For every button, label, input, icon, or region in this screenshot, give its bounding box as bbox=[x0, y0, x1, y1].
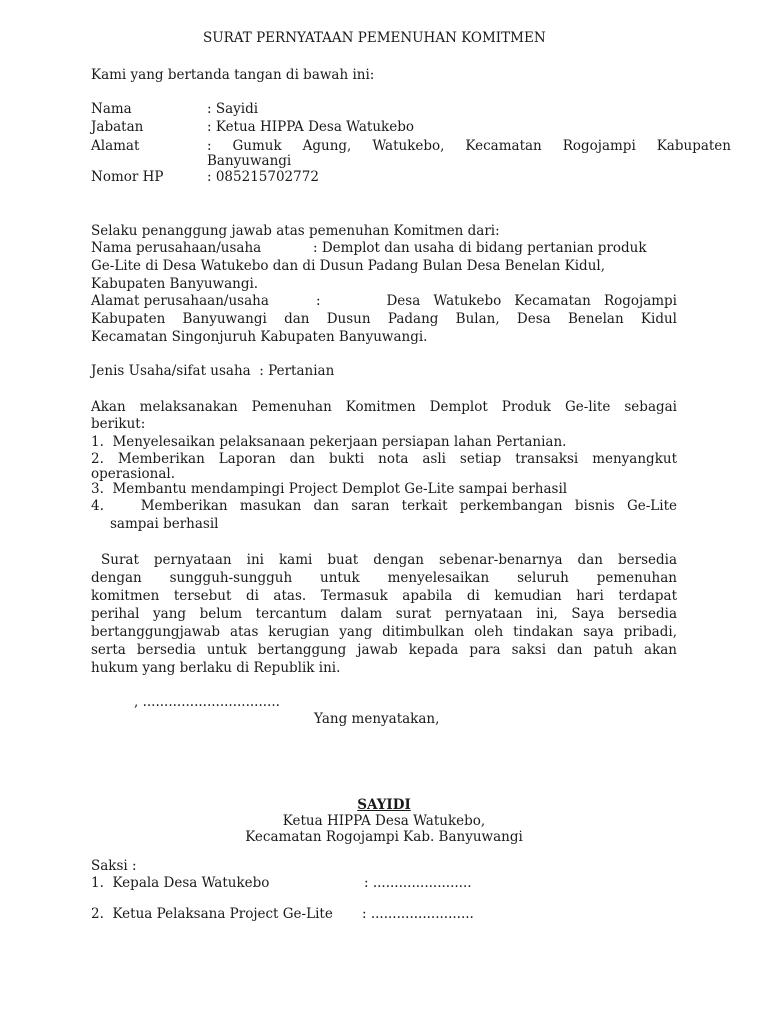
commitment-item-4-line1: 4. Memberikan masukan dan saran terkait perkembangan bisnis Ge-Lite bbox=[91, 498, 677, 514]
witness-1-label: 1. Kepala Desa Watukebo bbox=[91, 875, 270, 891]
witness-2-signature-line: : ........................ bbox=[362, 906, 474, 922]
company-address-label: Alamat perusahaan/usaha bbox=[91, 293, 269, 309]
closing-line4: perihal yang belum tercantum dalam surat pernyataan ini, Saya bersedia bbox=[91, 606, 677, 622]
closing-line2: dengan sungguh-sungguh untuk menyelesaikan seluruh pemenuhan bbox=[91, 570, 677, 586]
commitment-item-1: 1. Menyelesaikan pelaksanaan pekerjaan persiapan lahan Pertanian. bbox=[91, 434, 567, 450]
phone-label: Nomor HP bbox=[91, 169, 164, 185]
address-value-line2: Banyuwangi bbox=[207, 153, 292, 169]
place-date: , ................................ bbox=[134, 694, 280, 710]
business-type: Jenis Usaha/sifat usaha : Pertanian bbox=[91, 363, 335, 379]
witness-1-signature-line: : ....................... bbox=[364, 875, 472, 891]
commitment-item-3: 3. Membantu mendampingi Project Demplot Ge-Lite sampai berhasil bbox=[91, 481, 568, 497]
signature-statement: Yang menyatakan, bbox=[314, 711, 440, 727]
closing-line1: Surat pernyataan ini kami buat dengan sebenar-benarnya dan bersedia bbox=[101, 552, 677, 568]
company-address-line3: Kecamatan Singonjuruh Kabupaten Banyuwangi. bbox=[91, 329, 428, 345]
signatory-name: SAYIDI bbox=[357, 797, 411, 813]
witness-2-label: 2. Ketua Pelaksana Project Ge-Lite bbox=[91, 906, 333, 922]
company-line2: Ge-Lite di Desa Watukebo dan di Dusun Padang Bulan Desa Benelan Kidul, bbox=[91, 258, 605, 274]
signatory-title-line1: Ketua HIPPA Desa Watukebo, bbox=[282, 813, 486, 829]
company-address-value: : Desa Watukebo Kecamatan Rogojampi bbox=[316, 293, 677, 309]
intro-text: Kami yang bertanda tangan di bawah ini: bbox=[91, 67, 375, 83]
responsibility-intro: Selaku penanggung jawab atas pemenuhan Komitmen dari: bbox=[91, 223, 500, 239]
position-label: Jabatan bbox=[91, 119, 144, 135]
address-label: Alamat bbox=[91, 138, 140, 154]
commitment-item-2-line1: 2. Memberikan Laporan dan bukti nota asli setiap transaksi menyangkut bbox=[91, 451, 677, 467]
closing-line7: hukum yang berlaku di Republik ini. bbox=[91, 660, 341, 676]
position-value: : Ketua HIPPA Desa Watukebo bbox=[207, 119, 414, 135]
commitment-intro-line2: berikut: bbox=[91, 416, 146, 432]
document-title: SURAT PERNYATAAN PEMENUHAN KOMITMEN bbox=[203, 30, 546, 46]
phone-value: : 085215702772 bbox=[207, 169, 319, 185]
witness-label: Saksi : bbox=[91, 858, 137, 874]
name-label: Nama bbox=[91, 101, 132, 117]
name-value: : Sayidi bbox=[207, 101, 259, 117]
signatory-title-line2: Kecamatan Rogojampi Kab. Banyuwangi bbox=[245, 829, 523, 845]
closing-line6: serta bersedia untuk bertanggung jawab kepada para saksi dan patuh akan bbox=[91, 642, 677, 658]
commitment-intro-line1: Akan melaksanakan Pemenuhan Komitmen Demplot Produk Ge-lite sebagai bbox=[91, 399, 677, 415]
closing-line3: komitmen tersebut di atas. Termasuk apabila di kemudian hari terdapat bbox=[91, 588, 677, 604]
commitment-item-4-line2: sampai berhasil bbox=[110, 516, 219, 532]
company-label: Nama perusahaan/usaha bbox=[91, 240, 262, 256]
company-address-line2: Kabupaten Banyuwangi dan Dusun Padang Bulan, Desa Benelan Kidul bbox=[91, 311, 677, 327]
company-value: : Demplot dan usaha di bidang pertanian produk bbox=[313, 240, 647, 256]
closing-line5: bertanggungjawab atas kerugian yang ditimbulkan oleh tindakan saya pribadi, bbox=[91, 624, 677, 640]
commitment-item-2-line2: operasional. bbox=[91, 466, 175, 482]
address-value-line1: : Gumuk Agung, Watukebo, Kecamatan Rogojampi Kabupaten bbox=[207, 138, 731, 154]
company-line3: Kabupaten Banyuwangi. bbox=[91, 276, 259, 292]
